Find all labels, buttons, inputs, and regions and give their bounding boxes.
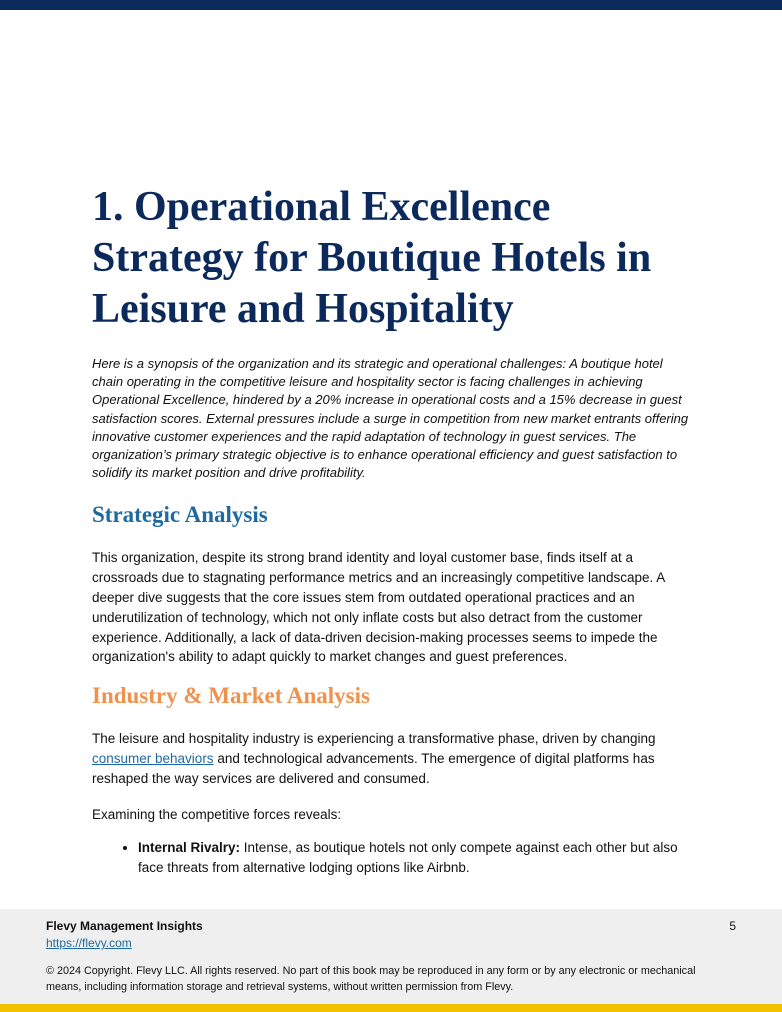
strategic-analysis-heading: Strategic Analysis [92,502,268,528]
competitive-forces-intro: Examining the competitive forces reveals: [92,806,342,822]
competitive-forces-list [92,838,690,878]
synopsis-paragraph: Here is a synopsis of the organization and its strategic and operational challenges: A boutique hotel chain operating in the competitive leisure and hospitality sector is facing challenges in achieving Operational Excellence, hindered by a 20% increase in operational costs and a 15% decrease in guest satisfaction scores. External pressures include a surge in competition from new market entrants offering innovative customer experiences and the rapid adaptation of technology in guest services. The organization’s primary strategic objective is to enhance operational efficiency and guest satisfaction to solidify its market position and drive profitability. [92,356,689,481]
industry-paragraph-text-end: and technological advancements. The emergence of digital platforms has reshaped the way services are delivered and consumed. [92,751,655,786]
copyright-notice: © 2024 Copyright. Flevy LLC. All rights reserved. No part of this book may be reproduced in any form or by any electronic or mechanical means, including information storage and retrieval systems, without written permission from Flevy. [46,965,696,993]
page-footer [0,909,782,1004]
industry-paragraph [92,729,690,788]
footer-title: Flevy Management Insights [46,919,203,933]
bullet-label: Internal Rivalry: [138,840,241,856]
bottom-accent-bar [0,1004,782,1012]
top-accent-bar [0,0,782,10]
list-item [138,838,690,878]
flevy-website-link[interactable]: https://flevy.com [46,936,132,950]
bullet-text: Intense, as boutique hotels not only compete against each other but also face threats from alternative lodging options like Airbnb. [138,840,678,876]
consumer-behaviors-link[interactable]: consumer behaviors [92,751,214,766]
strategic-analysis-paragraph: This organization, despite its strong brand identity and loyal customer base, finds itself at a crossroads due to stagnating performance metrics and an increasingly competitive landscape. A deeper dive suggests that the core issues stem from outdated operational practices and an underutilization of technology, which not only inflate costs but also detract from the customer experience. Additionally, a lack of data-driven decision-making processes seems to impede the organization's ability to adapt quickly to market changes and guest preferences. [92,550,665,665]
page-title: 1. Operational Excellence Strategy for Boutique Hotels in Leisure and Hospitality [92,184,652,332]
page-number: 5 [729,919,736,933]
industry-paragraph-text-start: The leisure and hospitality industry is experiencing a transformative phase, driven by changing [92,731,656,747]
page-content [92,182,690,878]
industry-market-heading: Industry & Market Analysis [92,683,370,709]
